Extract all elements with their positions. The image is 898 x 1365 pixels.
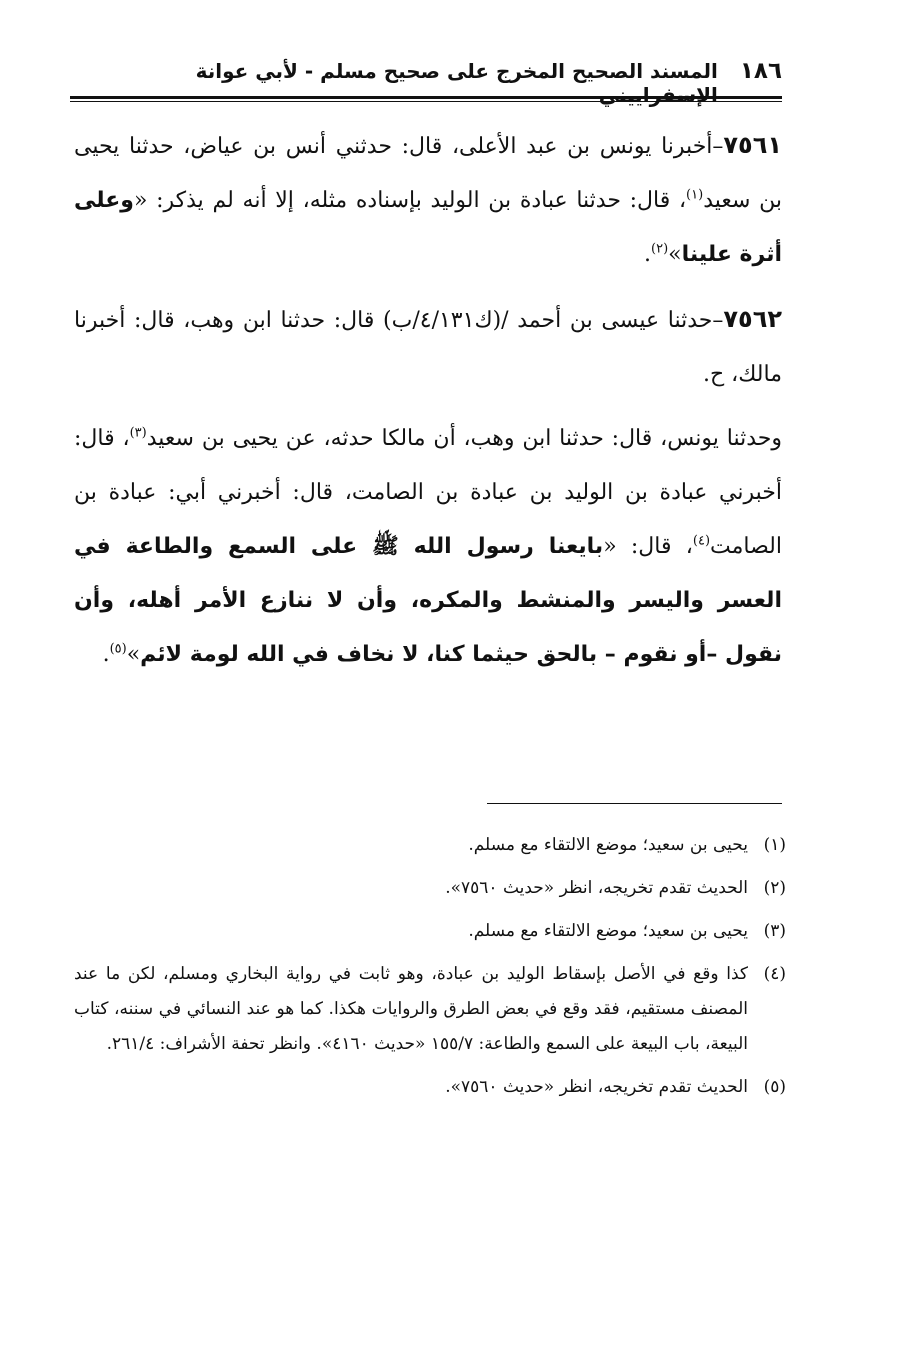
footnote-text: يحيى بن سعيد؛ موضع الالتقاء مع مسلم.	[468, 835, 748, 855]
footnote-ref[interactable]: (٣)	[129, 425, 147, 441]
footnote-text: الحديث تقدم تخريجه، انظر «حديث ٧٥٦٠».	[445, 1077, 748, 1097]
hadith-number: ٧٥٦٢	[723, 305, 782, 333]
footnote-number: (٤)	[763, 964, 786, 984]
hadith-text: –أخبرنا يونس بن عبد الأعلى، قال: حدثني أنس بن عياض، حدثنا يحيى بن سعيد	[74, 134, 782, 213]
hadith-text: »	[668, 242, 682, 267]
page-number: ١٨٦	[739, 58, 782, 84]
hadith-text: ، قال: «	[603, 534, 693, 559]
footnote-text: يحيى بن سعيد؛ موضع الالتقاء مع مسلم.	[468, 921, 748, 941]
footnote-number: (٥)	[763, 1077, 786, 1097]
hadith-7561	[74, 118, 782, 282]
hadith-text: ، قال: أخبرني عبادة بن الوليد بن عبادة بن الصامت، قال: أخبرني أبي: عبادة بن الصامت	[74, 426, 782, 559]
footnote-3	[74, 914, 786, 949]
footnote-number: (١)	[763, 835, 786, 855]
hadith-matn: وعلى أثرة علينا	[74, 188, 782, 267]
hadith-7562	[74, 292, 782, 402]
footnote-number: (٢)	[763, 878, 786, 898]
hadith-text: وحدثنا يونس، قال: حدثنا ابن وهب، أن مالكا حدثه، عن يحيى بن سعيد	[146, 426, 782, 451]
footnote-ref[interactable]: (٥)	[109, 641, 127, 657]
hadith-text: –حدثنا عيسى بن أحمد /(ك٤/١٣١/ب) قال: حدثنا ابن وهب، قال: أخبرنا مالك، ح.	[74, 308, 782, 387]
hadith-text: »	[126, 642, 141, 667]
hadith-text: .	[102, 642, 110, 667]
footnote-text: الحديث تقدم تخريجه، انظر «حديث ٧٥٦٠».	[445, 878, 748, 898]
footnote-2	[74, 871, 786, 906]
footnote-ref[interactable]: (٢)	[651, 241, 669, 257]
footnote-ref[interactable]: (١)	[686, 187, 704, 203]
footnote-5	[74, 1070, 786, 1105]
book-title: المسند الصحيح المخرج على صحيح مسلم - لأبي عوانة الإسفراييني	[195, 59, 718, 107]
footnote-text: كذا وقع في الأصل بإسقاط الوليد بن عبادة، وهو ثابت في رواية البخاري ومسلم، لكن ما عند المصنف مستقيم، فقد وقع في بعض الطرق والروايات هكذا. كما هو عند النسائي في سننه، كتاب البيعة، باب البيعة على السمع والطاعة: ١٥٥/٧ «حديث ٤١٦٠». وانظر تحفة الأشراف: ٢٦١/٤.	[74, 964, 748, 1054]
footnote-separator	[487, 803, 782, 804]
header-rule-thin	[70, 101, 782, 102]
hadith-text: .	[644, 242, 652, 267]
footnote-number: (٣)	[763, 921, 786, 941]
footnotes	[74, 828, 786, 1113]
hadith-matn: بايعنا رسول الله ﷺ على السمع والطاعة في العسر واليسر والمنشط والمكره، وأن لا ننازع الأمر أهله، وأن نقول –أو نقوم – بالحق حيثما كنا، لا نخاف في الله لومة لائم	[74, 534, 782, 667]
header-rule-thick	[70, 96, 782, 99]
main-text	[74, 118, 782, 692]
footnote-ref[interactable]: (٤)	[692, 533, 711, 549]
footnote-4	[74, 957, 786, 1062]
hadith-number: ٧٥٦١	[723, 131, 782, 159]
running-header	[70, 58, 782, 107]
footnote-1	[74, 828, 786, 863]
hadith-text: ، قال: حدثنا عبادة بن الوليد بإسناده مثله، إلا أنه لم يذكر: «	[133, 188, 687, 213]
hadith-7562-continued	[74, 412, 782, 682]
